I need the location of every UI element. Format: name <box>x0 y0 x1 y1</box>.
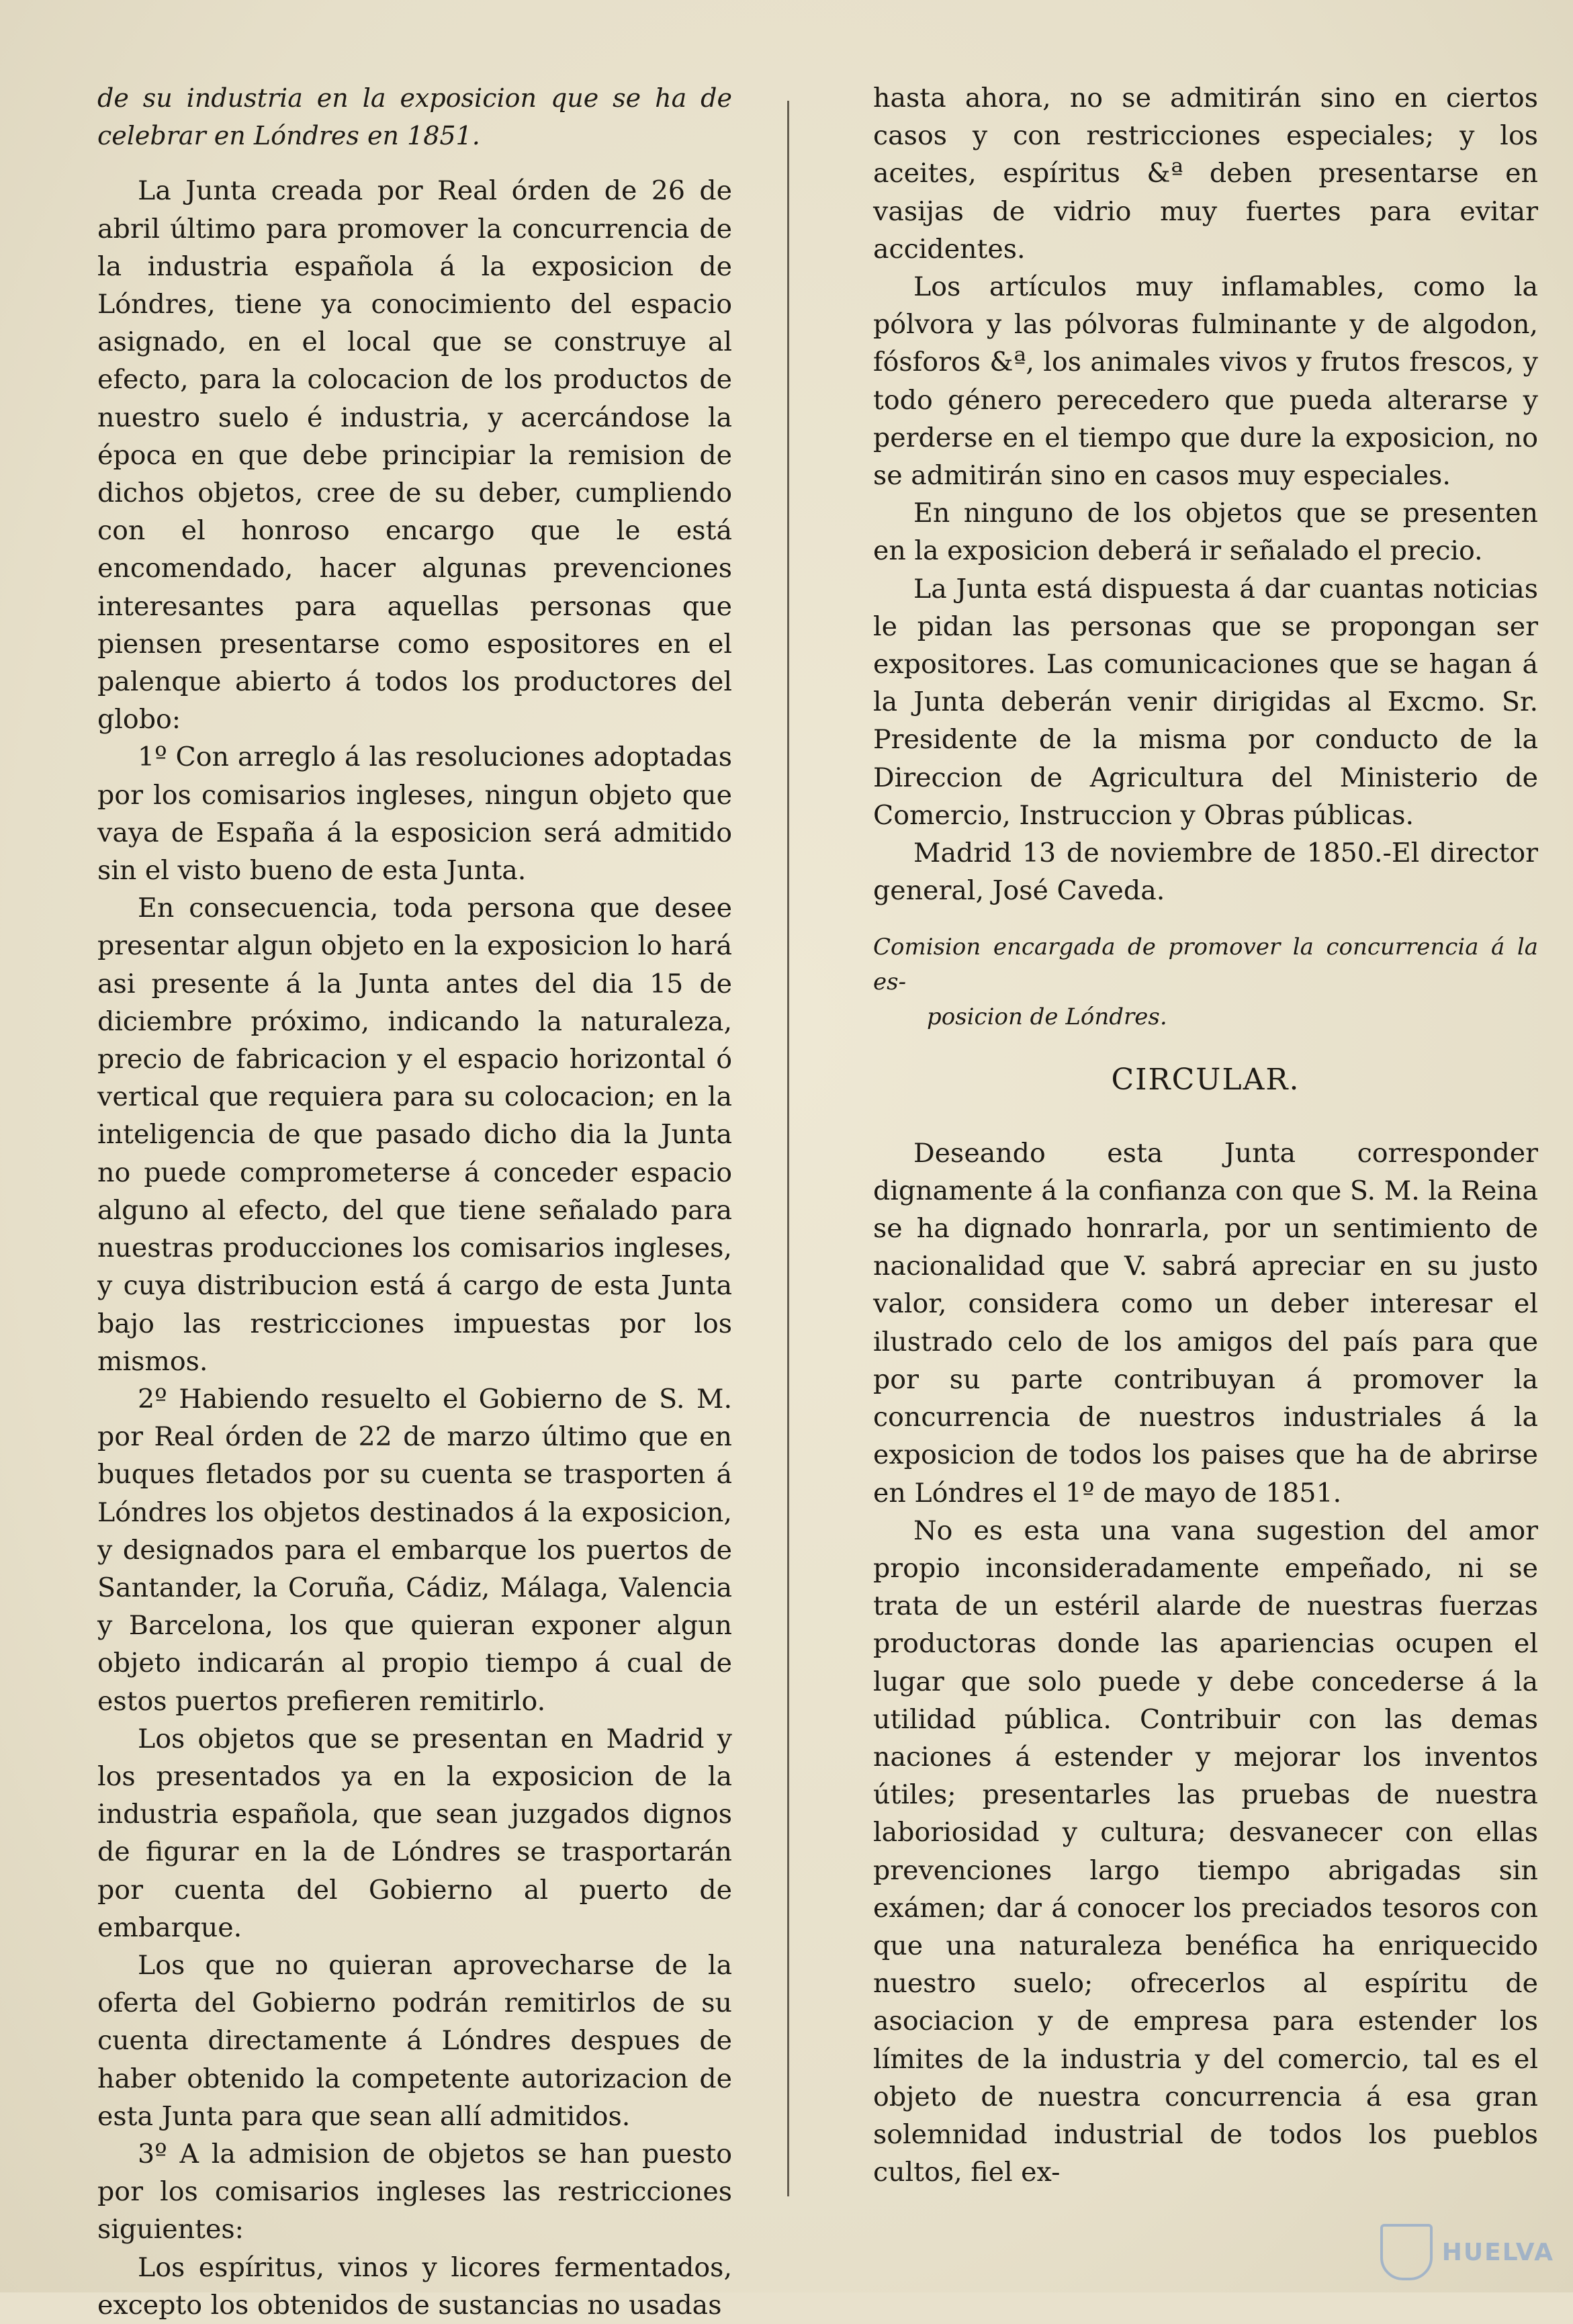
commission-line-2: posicion de Lóndres. <box>927 1003 1167 1031</box>
watermark-text: HUELVA <box>1441 2238 1554 2266</box>
shield-icon <box>1380 2224 1433 2280</box>
paragraph: Los que no quieran aprovecharse de la oferta del Gobierno podrán remitirlos de su cuenta directamente á Lóndres despues de haber obtenido la competente autorizacion de esta Junta para que sean allí admitidos. <box>97 1949 732 2132</box>
paragraph: La Junta está dispuesta á dar cuantas noticias le pidan las personas que se propongan ser expositores. Las comunicaciones que se hagan á la Junta deberán venir dirigidas al Excmo. Sr. Presidente de la misma por conducto de la Direccion de Agricultura del Ministerio de Comercio, Instruccion y Obras públicas. <box>873 573 1538 831</box>
commission-line-1: Comision encargada de promover la concurrencia á la es- <box>873 934 1538 996</box>
signature-paragraph: Madrid 13 de noviembre de 1850.-El director general, José Caveda. <box>873 838 1538 907</box>
paragraph: 3º A la admision de objetos se han puesto por los comisarios ingleses las restricciones siguientes: <box>97 2138 732 2245</box>
paragraph: Los espíritus, vinos y licores fermentados, excepto los obtenidos de sustancias no usadas <box>97 2251 732 2321</box>
continued-caption: de su industria en la exposicion que se ha de celebrar en Lóndres en 1851. <box>97 83 732 151</box>
paragraph: No es esta una vana sugestion del amor propio inconsideradamente empeñado, ni se trata de un estéril alarde de nuestras fuerzas productoras donde las apariencias ocupen el lugar que solo puede y debe concederse á la utilidad pública. Contribuir con las demas naciones á estender y mejorar los inventos útiles; presentarles las pruebas de nuestra laboriosidad y cultura; desvanecer con ellas prevenciones largo tiempo abrigadas sin exámen; dar á conocer los preciados tesoros con que una naturaleza benéfica ha enriquecido nuestro suelo; ofrecerlos al espíritu de asociacion y de empresa para estender los límites de la industria y del comercio, tal es el objeto de nuestra concurrencia á esa gran solemnidad industrial de todos los pueblos cultos, fiel ex- <box>873 1515 1538 2188</box>
paragraph: La Junta creada por Real órden de 26 de abril último para promover la concurrencia de la industria española á la exposicion de Lóndres, tiene ya conocimiento del espacio asignado, en el local que se construye al efecto, para la colocacion de los productos de nuestro suelo é industria, y acercándose la época en que debe principiar la remision de dichos objetos, cree de su deber, cumpliendo con el honroso encargo que le está encomendado, hacer algunas prevenciones interesantes para aquellas personas que piensen presentarse como espositores en el palenque abierto á todos los productores del globo: <box>97 175 732 735</box>
right-column <box>873 79 1538 2191</box>
paragraph: hasta ahora, no se admitirán sino en ciertos casos y con restricciones especiales; y los aceites, espíritus &ª deben presentarse en vasijas de vidrio muy fuertes para evitar accidentes. <box>873 83 1538 265</box>
paragraph: En ninguno de los objetos que se presenten en la exposicion deberá ir señalado el precio. <box>873 498 1538 567</box>
column-divider <box>787 101 789 2196</box>
circular-heading: CIRCULAR. <box>1111 1063 1300 1098</box>
left-column <box>97 79 732 2324</box>
paragraph: En consecuencia, toda persona que desee presentar algun objeto en la exposicion lo hará asi presente á la Junta antes del dia 15 de diciembre próximo, indicando la naturaleza, precio de fabricacion y el espacio horizontal ó vertical que requiera para su colocacion; en la inteligencia de que pasado dicho dia la Junta no puede comprometerse á conceder espacio alguno al efecto, del que tiene señalado para nuestras producciones los comisarios ingleses, y cuya distribucion está á cargo de esta Junta bajo las restricciones impuestas por los mismos. <box>97 893 732 1377</box>
library-watermark <box>1380 2224 1554 2280</box>
commission-title <box>873 930 1538 1034</box>
paragraph: Deseando esta Junta corresponder dignamente á la confianza con que S. M. la Reina se ha dignado honrarla, por un sentimiento de nacionalidad que V. sabrá apreciar en su justo valor, considera como un deber interesar el ilustrado celo de los amigos del país para que por su parte contribuyan á promover la concurrencia de nuestros industriales á la exposicion de todos los paises que ha de abrirse en Lóndres el 1º de mayo de 1851. <box>873 1137 1538 1509</box>
paragraph: 2º Habiendo resuelto el Gobierno de S. M. por Real órden de 22 de marzo último que en buques fletados por su cuenta se trasporten á Lóndres los objetos destinados á la exposicion, y designados para el embarque los puertos de Santander, la Coruña, Cádiz, Málaga, Valencia y Barcelona, los que quieran exponer algun objeto indicarán al propio tiempo á cual de estos puertos prefieren remitirlo. <box>97 1383 732 1717</box>
paragraph: Los artículos muy inflamables, como la pólvora y las pólvoras fulminante y de algodon, fósforos &ª, los animales vivos y frutos frescos, y todo género perecedero que pueda alterarse y perderse en el tiempo que dure la exposicion, no se admitirán sino en casos muy especiales. <box>873 271 1538 492</box>
paragraph: 1º Con arreglo á las resoluciones adoptadas por los comisarios ingleses, ningun objeto que vaya de España á la esposicion será admitido sin el visto bueno de esta Junta. <box>97 742 732 887</box>
paragraph: Los objetos que se presentan en Madrid y los presentados ya en la exposicion de la industria española, que sean juzgados dignos de figurar en la de Lóndres se trasportarán por cuenta del Gobierno al puerto de embarque. <box>97 1723 732 1943</box>
